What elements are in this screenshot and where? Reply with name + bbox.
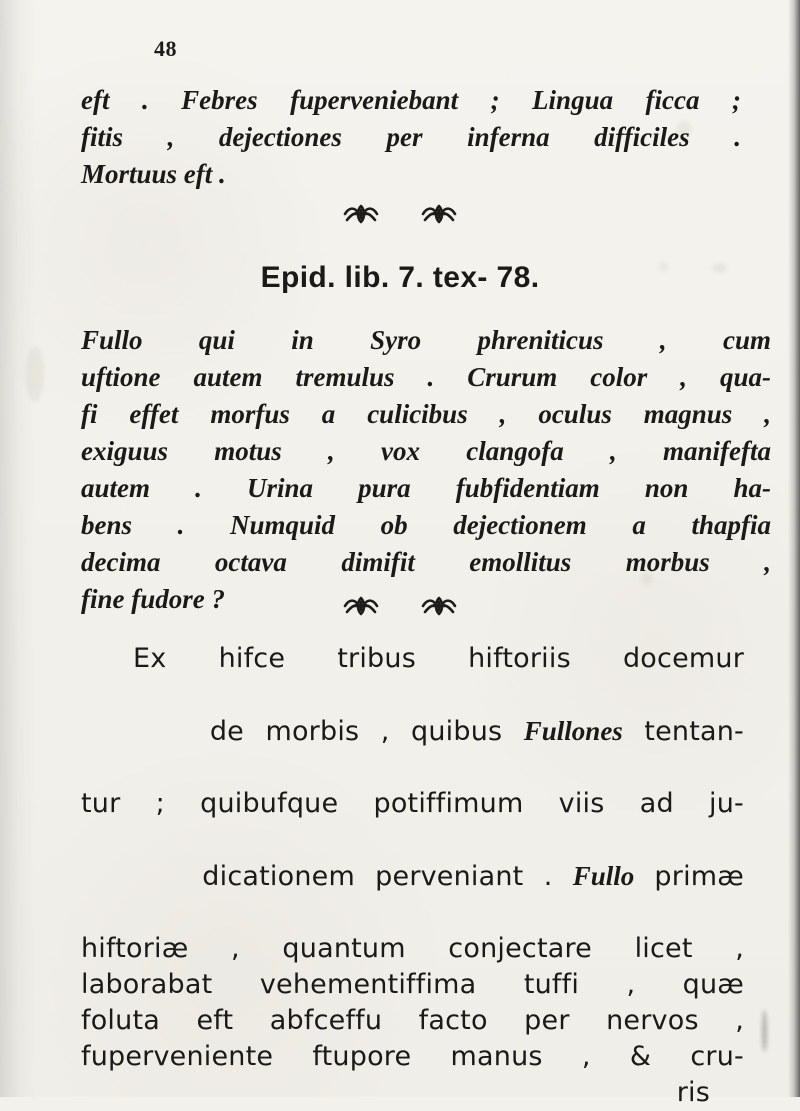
text-line: uftione autem tremulus . Crurum color , qua- [81,362,771,392]
text-line: ris [676,1077,710,1108]
text-line: foluta eft abfceffu facto per nervos , [81,1005,744,1036]
text-line: laborabat vehementiffima tuffi , quæ [81,969,744,1000]
left-page-shadow [0,0,36,1097]
text-fragment: de morbis , quibus [209,716,524,747]
text-line: hiftoriæ , quantum conjectare licet , [81,933,744,964]
italic-term: Fullones [523,716,623,746]
paper-stain [26,346,44,402]
opening-paragraph [81,82,741,193]
text-line-with-italic [81,822,744,931]
right-page-edge [788,0,800,1097]
ornament-divider [0,202,800,226]
ornament-divider [0,594,800,618]
text-line: exiguus motus , vox clangofa , manifefta [81,436,771,466]
section-heading: Epid. lib. 7. tex- 78. [260,261,540,294]
text-line: fi effet morfus a culicibus , oculus magnus , [81,399,771,429]
fleuron-ornament-icon [341,594,381,618]
page-number: 48 [154,36,177,61]
text-line: Mortuus eft . [81,159,226,189]
commentary-paragraph [81,641,744,1111]
italic-term: Fullo [572,861,635,891]
text-fragment: tentan- [622,716,744,747]
text-line: decima octava dimifit emollitus morbus , [81,547,771,577]
case-paragraph [81,322,771,618]
text-line: fine fudore ? [81,584,225,614]
text-line: autem . Urina pura fubfidentiam non ha- [81,473,771,503]
text-line: Fullo qui in Syro phreniticus , cum [81,325,771,355]
text-line: fitis , dejectiones per inferna difficiles . [81,122,741,152]
text-line: bens . Numquid ob dejectionem a thapfia [81,510,771,540]
paper-mark [762,1010,767,1052]
text-fragment: dicationem perveniant . [202,861,573,892]
text-line: Ex hifce tribus hiftoriis docemur [133,643,744,674]
text-fragment: primæ [634,861,744,892]
text-line: eft . Febres fuperveniebant ; Lingua ficca ; [81,85,741,115]
text-line: tur ; quibufque potiffimum viis ad ju- [81,788,744,819]
fleuron-ornament-icon [419,202,459,226]
fleuron-ornament-icon [419,594,459,618]
text-line: fuperveniente ftupore manus , & cru- [81,1041,744,1072]
text-line-with-italic [81,677,744,786]
fleuron-ornament-icon [341,202,381,226]
